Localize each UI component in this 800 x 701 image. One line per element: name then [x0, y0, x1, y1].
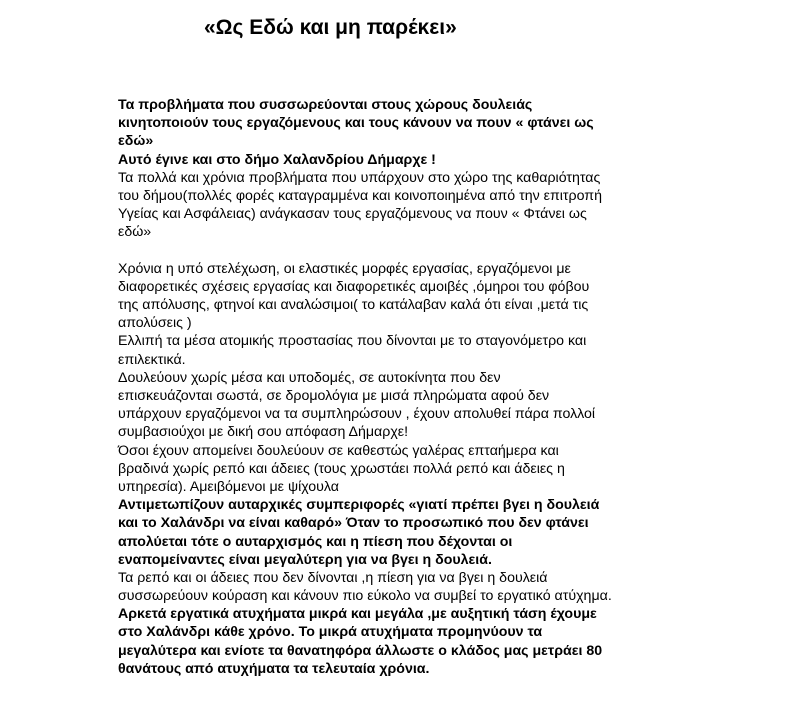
- text-line: διαφορετικές σχέσεις εργασίας και διαφορετικές αμοιβές ,όμηροι του φόβου: [118, 278, 590, 295]
- bold-text-line: θανάτους από ατυχήματα τα τελευταία χρόνια.: [118, 660, 430, 677]
- bold-text-line: και το Χαλάνδρι να είναι καθαρό» Όταν το προσωπικό που δεν φτάνει: [118, 515, 589, 532]
- bold-text-line: εναπομείναντες είναι μεγαλύτερη για να βγει η δουλειά.: [118, 551, 492, 568]
- text-line: απολύσεις ): [118, 315, 192, 332]
- bold-text-line: κινητοποιούν τους εργαζόμενους και τους κάνουν να πουν « φτάνει ως: [118, 115, 594, 132]
- document-body: [118, 96, 698, 678]
- text-line: βραδινά χωρίς ρεπό και άδειες (τους χρωστάει πολλά ρεπό και άδειες η: [118, 460, 565, 477]
- text-line: Χρόνια η υπό στελέχωση, οι ελαστικές μορφές εργασίας, εργαζόμενοι με: [118, 260, 571, 277]
- text-line: της απόλυσης, φτηνοί και αναλώσιμοι( το κατάλαβαν καλά ότι είναι ,μετά τις: [118, 297, 589, 314]
- text-line: συσσωρεύουν κούραση και κάνουν πιο εύκολο να συμβεί το εργατικό ατύχημα.: [118, 588, 612, 605]
- bold-text-line: εδώ»: [118, 133, 154, 150]
- bold-text-line: μεγαλύτερα και ενίοτε τα θανατηφόρα άλλωστε ο κλάδος μας μετράει 80: [118, 642, 603, 659]
- text-line: υπηρεσία). Αμειβόμενοι με ψίχουλα: [118, 478, 340, 495]
- text-line: Όσοι έχουν απομείνει δουλεύουν σε καθεστώς γαλέρας επταήμερα και: [118, 442, 559, 459]
- text-line: Δουλεύουν χωρίς μέσα και υποδομές, σε αυτοκίνητα που δεν: [118, 369, 501, 386]
- text-line: υπάρχουν εργαζόμενοι να τα συμπληρώσουν , έχουν απολυθεί πάρα πολλοί: [118, 406, 596, 423]
- text-line: επισκευάζονται σωστά, σε δρομολόγια με μισά πληρώματα αφού δεν: [118, 388, 550, 404]
- text-line: επιλεκτικά.: [118, 351, 186, 368]
- text-line: του δήμου(πολλές φορές καταγραμμένα και κοινοποιημένα από την επιτροπή: [118, 187, 602, 204]
- document-title: «Ως Εδώ και μη παρέκει»: [204, 16, 457, 39]
- bold-text-line: Αυτό έγινε και στο δήμο Χαλανδρίου Δήμαρχε !: [118, 151, 436, 168]
- text-line: Τα ρεπό και οι άδειες που δεν δίνονται ,η πίεση για να βγει η δουλειά: [118, 569, 548, 586]
- bold-text-line: απολύεται τότε ο αυταρχισμός και η πίεση που δέχονται οι: [118, 533, 513, 550]
- bold-text-line: Τα προβλήματα που συσσωρεύονται στους χώρους δουλειάς: [118, 97, 533, 113]
- text-line: Υγείας και Ασφάλειας) ανάγκασαν τους εργαζόμενους να πουν « Φτάνει ως: [118, 206, 587, 223]
- text-line: εδώ»: [118, 224, 152, 241]
- text-line: Τα πολλά και χρόνια προβλήματα που υπάρχουν στο χώρο της καθαριότητας: [118, 169, 601, 186]
- text-line: συμβασιούχοι με δική σου απόφαση Δήμαρχε!: [118, 424, 409, 441]
- bold-text-line: Αρκετά εργατικά ατυχήματα μικρά και μεγάλα ,με αυξητική τάση έχουμε: [118, 606, 597, 623]
- bold-text-line: Αντιμετωπίζουν αυταρχικές συμπεριφορές «γιατί πρέπει βγει η δουλειά: [118, 497, 600, 514]
- text-line: Ελλιπή τα μέσα ατομικής προστασίας που δίνονται με το σταγονόμετρο και: [118, 333, 587, 350]
- blank-line: [118, 242, 698, 260]
- bold-text-line: στο Χαλάνδρι κάθε χρόνο. Το μικρά ατυχήματα προμηνύουν τα: [118, 624, 543, 641]
